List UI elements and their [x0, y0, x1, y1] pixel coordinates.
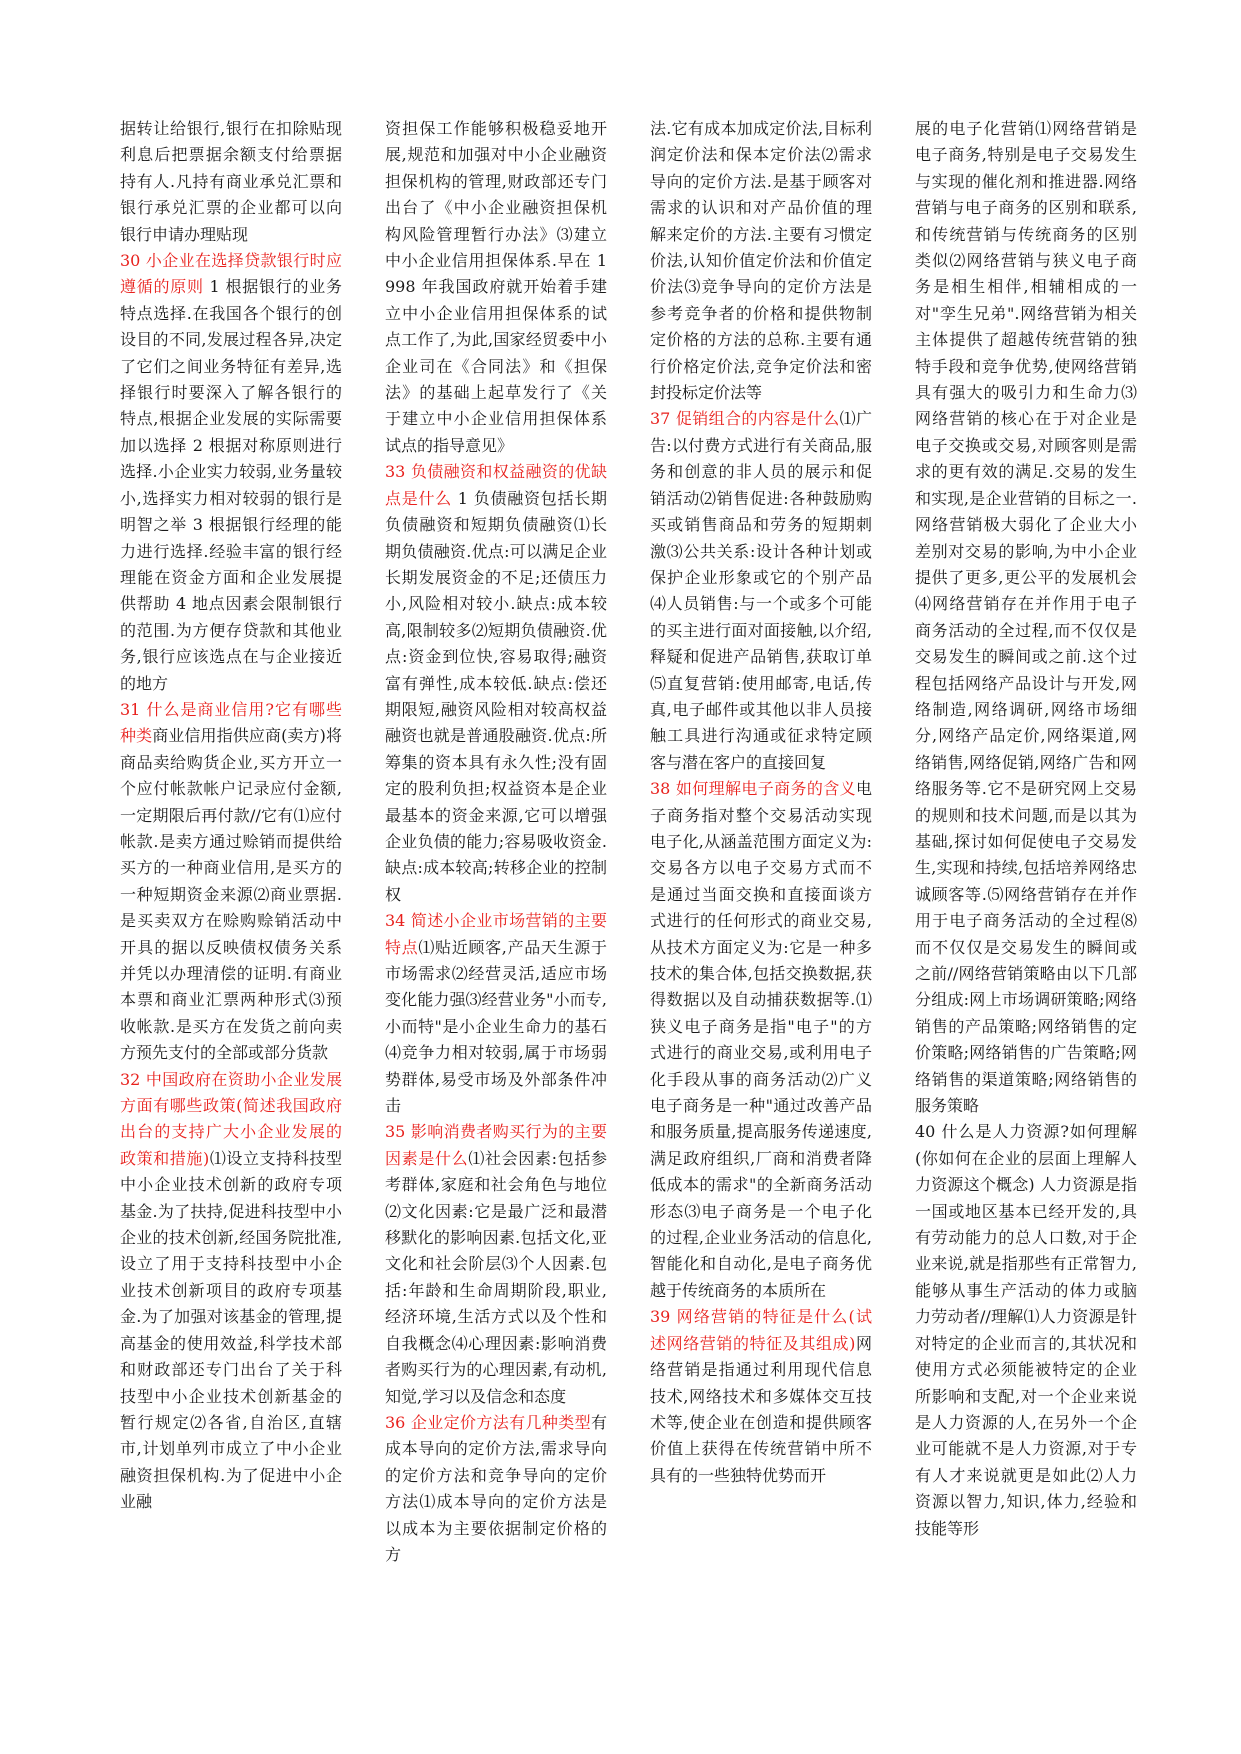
- body-text: 商业信用指供应商(卖方)将商品卖给购货企业,买方开立一个应付帐款帐户记录应付金额,一定期限后再付款//它有⑴应付帐款.是卖方通过赊销而提供给买方的一种商业信用,是买方的一种短期资金来源⑵商业票据.是买卖双方在赊购赊销活动中开具的据以反映债权债务关系并凭以办理清偿的证明.有商业本票和商业汇票两种形式⑶预收帐款.是买方在发货之前向卖方预先支付的全部或部分货款: [120, 726, 342, 1063]
- question-heading: 34 简述小企业市场营销的主要特点: [385, 911, 607, 957]
- text-column-2: [385, 116, 607, 1656]
- question-heading: 36 企业定价方法有几种类型: [385, 1412, 591, 1432]
- text-column-4: [915, 116, 1137, 1656]
- text-block: [385, 908, 607, 1119]
- text-block: [385, 459, 607, 908]
- question-heading: 39 网络营销的特征是什么(试述网络营销的特征及其组成): [650, 1307, 872, 1353]
- body-text: 有成本导向的定价方法,需求导向的定价方法和竞争导向的定价方法⑴成本导向的定价方法是以成本为主要依据制定价格的方: [385, 1412, 607, 1564]
- text-block: [650, 406, 872, 776]
- question-heading: 37 促销组合的内容是什么: [650, 409, 840, 429]
- body-text: 网络营销是指通过利用现代信息技术,网络技术和多媒体交互技术等,使企业在创造和提供顾客价值上获得在传统营销中所不具有的一些独特优势而开: [650, 1333, 872, 1485]
- body-text: 40 什么是人力资源?如何理解(你如何在企业的层面上理解人力资源这个概念) 人力资源是指一国或地区基本已经开发的,具有劳动能力的总人口数,对于企业来说,就是指那些有正常智力,能够从事生产活动的体力或脑力劳动者//理解⑴人力资源是针对特定的企业而言的,其状况和使用方式必须能被特定的企业所影响和支配,对一个企业来说是人力资源的人,在另外一个企业可能就不是人力资源,对于专有人才来说就更是如此⑵人力资源以智力,知识,体力,经验和技能等形: [915, 1122, 1137, 1538]
- body-text: ⑴贴近顾客,产品天生源于市场需求⑵经营灵活,适应市场变化能力强⑶经营业务"小而专,小而特"是小企业生命力的基石⑷竞争力相对较弱,属于市场弱势群体,易受市场及外部条件冲击: [385, 937, 607, 1116]
- question-heading: 33 负债融资和权益融资的优缺点是什么: [385, 462, 607, 508]
- text-block: [650, 1304, 872, 1489]
- body-text: ⑴广告:以付费方式进行有关商品,服务和创意的非人员的展示和促销活动⑵销售促进:各种鼓励购买或销售商品和劳务的短期刺激⑶公共关系:设计各种计划或保护企业形象或它的个别产品⑷人员销售:与一个或多个可能的买主进行面对面接触,以介绍,释疑和促进产品销售,获取订单⑸直复营销:使用邮寄,电话,传真,电子邮件或其他以非人员接触工具进行沟通或征求特定顾客与潜在客户的直接回复: [650, 409, 872, 772]
- question-heading: 38 如何理解电子商务的含义: [650, 779, 856, 799]
- body-text: ⑴设立支持科技型中小企业技术创新的政府专项基金.为了扶持,促进科技型中小企业的技术创新,经国务院批准,设立了用于支持科技型中小企业技术创新项目的政府专项基金.为了加强对该基金的管理,提高基金的使用效益,科学技术部和财政部还专门出台了关于科技型中小企业技术创新基金的暂行规定⑵各省,自治区,直辖市,计划单列市成立了中小企业融资担保机构.为了促进中小企业融: [120, 1148, 342, 1512]
- text-block: [385, 1410, 607, 1568]
- text-column-3: [650, 116, 872, 1656]
- text-column-1: [120, 116, 342, 1656]
- body-text: 资担保工作能够积极稳妥地开展,规范和加强对中小企业融资担保机构的管理,财政部还专门出台了《中小企业融资担保机构风险管理暂行办法》⑶建立中小企业信用担保体系.早在 1998 年我国政府就开始着手建立中小企业信用担保体系的试点工作了,为此,国家经贸委中小企业司在《合同法》和《担保法》的基础上起草发行了《关于建立中小企业信用担保体系试点的指导意见》: [385, 119, 607, 455]
- text-block: [120, 697, 342, 1067]
- text-block: [650, 776, 872, 1304]
- text-block: [650, 116, 872, 406]
- text-block: [915, 116, 1137, 1119]
- body-text: 1 负债融资包括长期负债融资和短期负债融资⑴长期负债融资.优点:可以满足企业长期发展资金的不足;还债压力小,风险相对较小.缺点:成本较高,限制较多⑵短期负债融资.优点:资金到位快,容易取得;融资富有弹性,成本较低.缺点:偿还期限短,融资风险相对较高权益融资也就是普通股融资.优点:所筹集的资本具有永久性;没有固定的股利负担;权益资本是企业最基本的资金来源,它可以增强企业负债的能力;容易吸收资金.缺点:成本较高;转移企业的控制权: [385, 488, 607, 904]
- body-text: 电子商务指对整个交易活动实现电子化,从涵盖范围方面定义为:交易各方以电子交易方式而不是通过当面交换和直接面谈方式进行的任何形式的商业交易,从技术方面定义为:它是一种多技术的集合体,包括交换数据,获得数据以及自动捕获数据等.⑴狭义电子商务是指"电子"的方式进行的商业交易,或利用电子化手段从事的商务活动⑵广义电子商务是一种"通过改善产品和服务质量,提高服务传递速度,满足政府组织,厂商和消费者降低成本的需求"的全新商务活动形态⑶电子商务是一个电子化的过程,企业业务活动的信息化,智能化和自动化,是电子商务优越于传统商务的本质所在: [650, 779, 872, 1300]
- body-text: ⑴社会因素:包括参考群体,家庭和社会角色与地位⑵文化因素:它是最广泛和最潜移默化的影响因素.包括文化,亚文化和社会阶层⑶个人因素.包括:年龄和生命周期阶段,职业,经济环境,生活方式以及个性和自我概念⑷心理因素:影响消费者购买行为的心理因素,有动机,知觉,学习以及信念和态度: [385, 1148, 607, 1406]
- body-text: 展的电子化营销⑴网络营销是电子商务,特别是电子交易发生与实现的催化剂和推进器.网络营销与电子商务的区别和联系,和传统营销与传统商务的区别类似⑵网络营销与狭义电子商务是相生相伴,相辅相成的一对"孪生兄弟".网络营销为相关主体提供了超越传统营销的独特手段和竞争优势,使网络营销具有强大的吸引力和生命力⑶网络营销的核心在于对企业是电子交换或交易,对顾客则是需求的更有效的满足.交易的发生和实现,是企业营销的目标之一.网络营销极大弱化了企业大小差别对交易的影响,为中小企业提供了更多,更公平的发展机会⑷网络营销存在并作用于电子商务活动的全过程,而不仅仅是交易发生的瞬间或之前.这个过程包括网络产品设计与开发,网络制造,网络调研,网络市场细分,网络产品定价,网络渠道,网络销售,网络促销,网络广告和网络服务等.它不是研究网上交易的规则和技术问题,而是以其为基础,探讨如何促使电子交易发生,实现和持续,包括培养网络忠诚顾客等.⑸网络营销存在并作用于电子商务活动的全过程⑻而不仅仅是交易发生的瞬间或之前//网络营销策略由以下几部分组成:网上市场调研策略;网络销售的产品策略;网络销售的定价策略;网络销售的广告策略;网络销售的渠道策略;网络销售的服务策略: [915, 119, 1137, 1116]
- body-text: 据转让给银行,银行在扣除贴现利息后把票据余额支付给票据持有人.凡持有商业承兑汇票和银行承兑汇票的企业都可以向银行申请办理贴现: [120, 119, 342, 244]
- text-block: [120, 1067, 342, 1516]
- question-heading: 31 什么是商业信用?它有哪些种类: [120, 699, 342, 746]
- body-text: 1 根据银行的业务特点选择.在我国各个银行的创设目的不同,发展过程各异,决定了它们之间业务特征有差异,选择银行时要深入了解各银行的特点,根据企业发展的实际需要加以选择 2 根据对称原则进行选择.小企业实力较弱,业务量较小,选择实力相对较弱的银行是明智之举 3 根据银行经理的能力进行选择.经验丰富的银行经理能在资金方面和企业发展提供帮助 4 地点因素会限制银行的范围.为方便存贷款和其他业务,银行应该选点在与企业接近的地方: [120, 277, 342, 693]
- text-block: [120, 116, 342, 248]
- body-text: 法.它有成本加成定价法,目标利润定价法和保本定价法⑵需求导向的定价方法.是基于顾客对需求的认识和对产品价值的理解来定价的方法.主要有习惯定价法,认知价值定价法和价值定价法⑶竞争导向的定价方法是参考竞争者的价格和提供物制定价格的方法的总称.主要有通行价格定价法,竞争定价法和密封投标定价法等: [650, 119, 872, 403]
- text-block: [385, 116, 607, 459]
- question-heading: 32 中国政府在资助小企业发展方面有哪些政策(简述我国政府出台的支持广大小企业发展的政策和措施): [120, 1069, 342, 1168]
- text-block: [120, 248, 342, 697]
- text-block: [385, 1119, 607, 1409]
- question-heading: 30 小企业在选择贷款银行时应遵循的原则: [120, 251, 342, 297]
- text-block: [915, 1119, 1137, 1542]
- question-heading: 35 影响消费者购买行为的主要因素是什么: [385, 1122, 607, 1168]
